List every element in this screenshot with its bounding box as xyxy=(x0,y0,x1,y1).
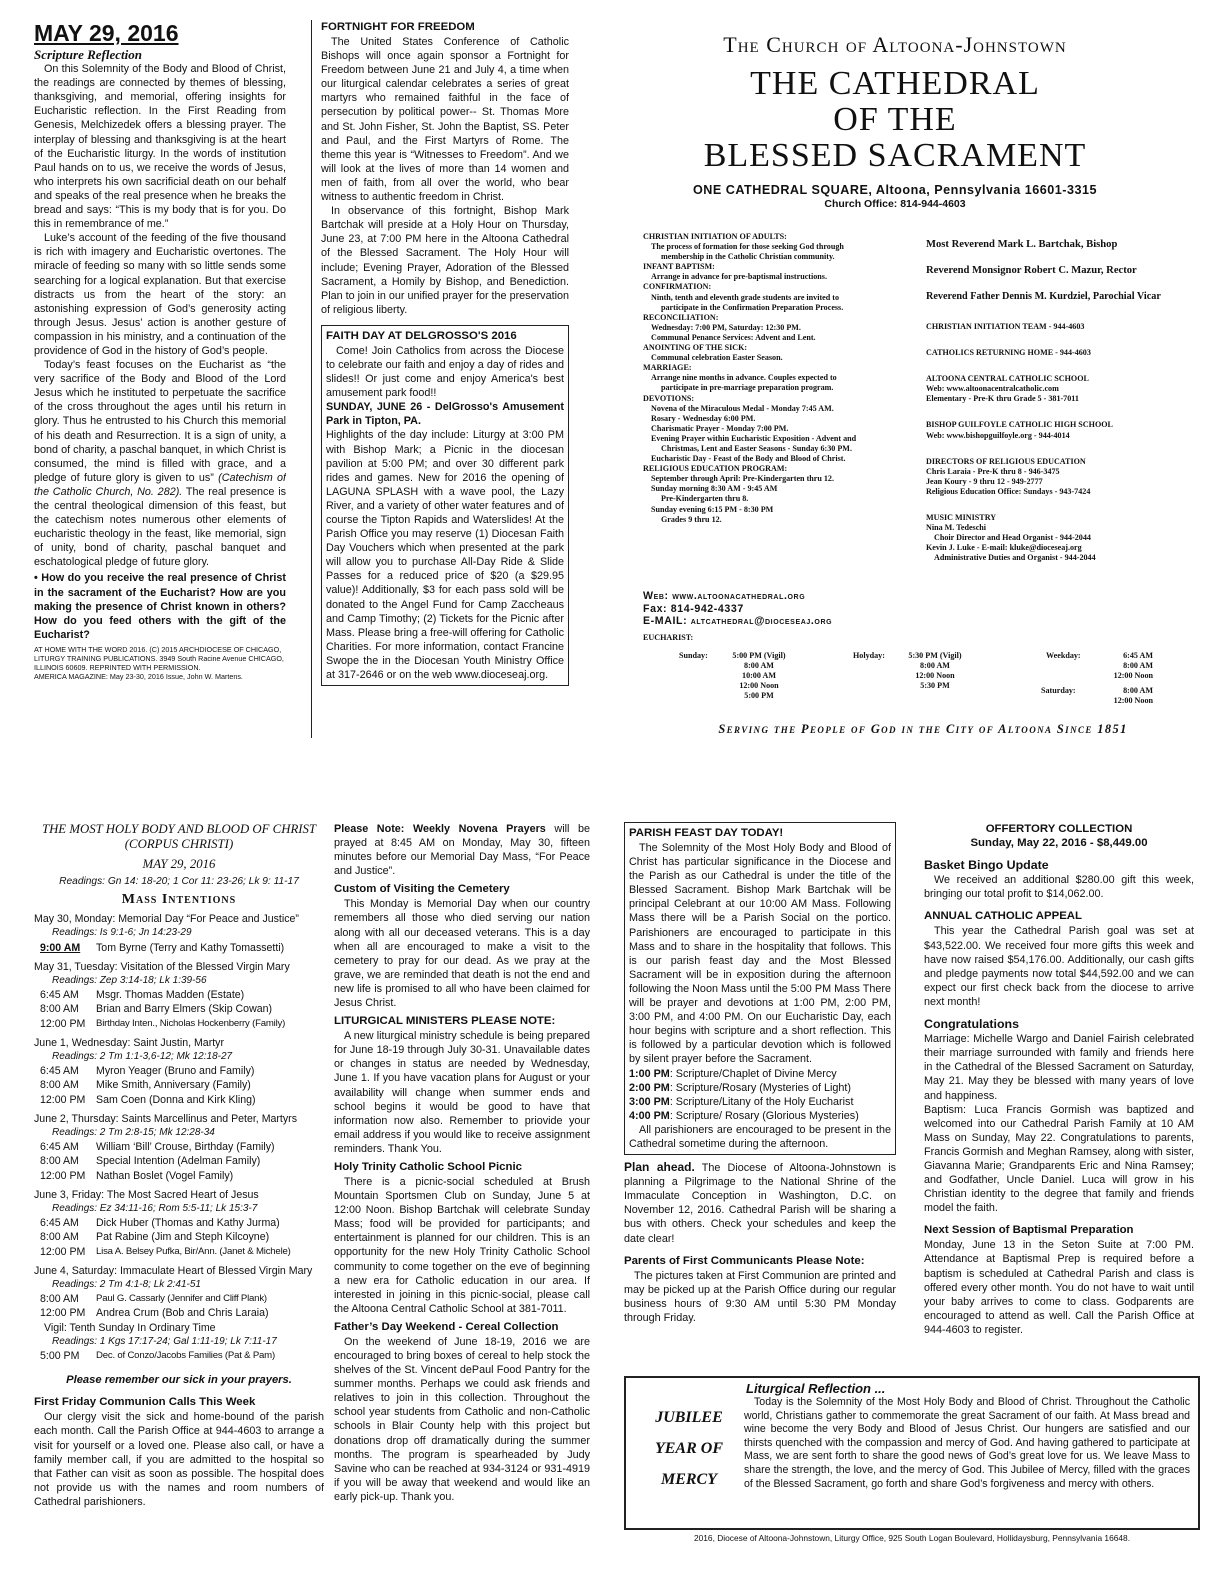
feast-hour-desc: : Scripture/Litany of the Holy Eucharist xyxy=(669,1095,854,1108)
directory-line: MUSIC MINISTRY xyxy=(926,513,997,523)
mass-time: 5:30 PM (Vigil) xyxy=(908,651,962,660)
mass-time: 12:00 Noon xyxy=(915,671,955,681)
intention-day-title: June 3, Friday: The Most Sacred Heart of Jesus xyxy=(34,1188,259,1201)
sacrament-heading: INFANT BAPTISM: xyxy=(643,262,715,272)
directory-line: Nina M. Tedeschi xyxy=(926,523,987,533)
sacrament-detail: Sunday morning 8:30 AM - 9:45 AM xyxy=(651,484,778,494)
intention-day-title: June 2, Thursday: Saints Marcellinus and Peter, Martyrs xyxy=(34,1112,298,1125)
jubilee-line-2: YEAR OF xyxy=(654,1440,723,1458)
saturday-times xyxy=(1093,686,1153,706)
reflection-para-3b: The real presence is the central theological dimension of this feast, but the catechism notes numerous other elements of eucharistic theology in the feast, like memorial, sign of unity, bond of charity, paschal banquet and eschatological pledge of future glory. xyxy=(34,485,286,569)
feast-hour-desc: : Scripture/Chaplet of Divine Mercy xyxy=(669,1067,837,1080)
sacrament-detail: participate in the Confirmation Preparation Process. xyxy=(661,302,844,312)
intention-row xyxy=(34,1154,324,1168)
baptism-para: Baptism: Luca Francis Gormish was baptized and welcomed into our Cathedral Parish Family at 10 AM Mass on Sunday, May 22. Congratulations to parents, Francis Gormish and Meghan Ramsey, along with sister, Giavanna Marie; Grandparents Eric and Nina Ramsey; and Godfather, Uncle Daniel. Luca will grow in his Christian identity to the degree that family and friends model the faith. xyxy=(924,1103,1194,1215)
intention-row xyxy=(34,1292,324,1306)
intention-time: 12:00 PM xyxy=(40,1245,86,1258)
cathedral-line-2: OF THE xyxy=(833,101,957,138)
feast-hours xyxy=(629,1067,891,1123)
sacrament-detail: Arrange in advance for pre-baptismal instructions. xyxy=(651,272,827,282)
first-friday-para: Our clergy visit the sick and home-bound of the parish each month. Call the Parish Office at 944-4603 to arrange a visit for yourself or a loved one. Please also call, or have a family member call, if you are admitted to the hospital so that Father can visit as soon as possible. The hospital does not provide us with the names and room numbers of Cathedral parishioners. xyxy=(34,1411,324,1508)
church-office-line: Church Office: 814-944-4603 xyxy=(824,198,966,210)
intention-time: 6:45 AM xyxy=(40,989,79,1002)
faith-day-bold: SUNDAY, JUNE 26 - DelGrosso's Amusement Park in Tipton, PA. xyxy=(326,401,564,428)
intention-readings: Readings: 2 Tm 2:8-15; Mk 12:28-34 xyxy=(52,1127,215,1139)
mass-time: 6:45 AM xyxy=(1123,651,1153,660)
plan-ahead xyxy=(624,1160,896,1246)
holy-trinity-para: There is a picnic-social scheduled at Brush Mountain Sportsmen Club on Sunday, June 5 at 12:00 Noon. Bishop Bartchak will celebrate Sunday Mass; food will be provided for participants; and entertainment is planned for our children. This is an opportunity for the new Holy Trinity Catholic School community to come together on the eve of beginning a new era for Catholic education in our area. If interested in joining in this picnic-social, please call the Altoona Central Catholic School at 381-7011. xyxy=(334,1175,590,1315)
jubilee-line-1: JUBILEE xyxy=(655,1409,723,1427)
holyday-times xyxy=(895,651,975,691)
reflection-para-1: On this Solemnity of the Body and Blood of Christ, the readings are connected by themes of blessing, thanksgiving, and memorial, offering insights for Eucharistic reflection. In the First Reading from Genesis, Melchizedek offers a blessing prayer. The interplay of blessing and thanksgiving is at the heart of the Eucharistic liturgy. In the words of institution Paul hands on to us, we receive the words of Jesus, who interprets his own sacrificial death on our behalf and speaks of the real presence when he breaks the bread and says: “This is my body that is for you. Do this in remembrance of me.” xyxy=(34,63,286,231)
faith-day-title: FAITH DAY AT DELGROSSO'S 2016 xyxy=(326,329,517,342)
rector-name: Reverend Monsignor Robert C. Mazur, Rector xyxy=(926,265,1137,276)
fortnight-para-2: In observance of this fortnight, Bishop Mark Bartchak will preside at a Holy Hour on Thursday, June 23, at 7:00 PM here in the Altoona Cathedral of the Blessed Sacrament. The Holy Hour will include; Evening Prayer, Adoration of the Blessed Sacrament, a Homily by Bishop, and Benediction. Plan to join in our unified prayer for the preservation of religious liberty. xyxy=(321,205,569,316)
feast-hour-time: 1:00 PM xyxy=(629,1067,670,1080)
catholic-appeal-para: This year the Cathedral Parish goal was set at $43,522.00. We received four more gifts this week and have now raised $54,176.00. Additionally, our cash gifts and pledge payments now total $44,592.00 and we can expect our first check back from the diocese to arrive next month! xyxy=(924,925,1194,1008)
intention-time: 9:00 AM xyxy=(40,941,81,954)
intention-readings: Readings: Zep 3:14-18; Lk 1:39-56 xyxy=(52,975,207,986)
feast-hour-desc: : Scripture/ Rosary (Glorious Mysteries) xyxy=(669,1109,859,1122)
sacrament-detail: Eucharistic Day - Feast of the Body and Blood of Christ. xyxy=(651,454,846,464)
intention-time: 12:00 PM xyxy=(40,1169,86,1182)
weekday-times xyxy=(1093,651,1153,681)
sacrament-detail: Ninth, tenth and eleventh grade students are invited to xyxy=(651,292,840,302)
directory-line: Administrative Duties and Organist - 944-2044 xyxy=(934,553,1096,563)
sacrament-detail: Arrange nine months in advance. Couples expected to xyxy=(651,373,837,383)
sacrament-detail: membership in the Catholic Christian community. xyxy=(661,252,835,262)
fortnight-column xyxy=(321,20,569,740)
reflection-question xyxy=(34,571,286,641)
mass-time: 12:00 Noon xyxy=(1113,696,1153,706)
sacrament-detail: Pre-Kindergarten thru 8. xyxy=(661,494,749,504)
mass-intentions-title: Mass Intentions xyxy=(121,892,237,908)
cemetery-title: Custom of Visiting the Cemetery xyxy=(334,883,510,896)
intention-name: Dick Huber (Thomas and Kathy Jurma) xyxy=(96,1217,280,1230)
mass-time: 5:00 PM (Vigil) xyxy=(732,651,786,660)
sacrament-detail: Grades 9 thru 12. xyxy=(661,514,722,524)
intention-name: Nathan Boslet (Vogel Family) xyxy=(96,1169,234,1182)
intention-day-title: June 4, Saturday: Immaculate Heart of Blessed Virgin Mary xyxy=(34,1264,313,1277)
holyday-label: Holyday: xyxy=(853,651,885,660)
question-text: How do you receive the real presence of Christ in the sacrament of the Eucharist? How are you making the presence of Christ known in others? How do you feed others with the gift of the Eucharist? xyxy=(34,572,286,641)
cemetery-para: This Monday is Memorial Day when our country remembers all those who died serving our nation along with all our deceased veterans. This is a day when all are encouraged to make a visit to the cemetery to pray for our dead. As we pray at the grave, we are reminded that death is not the end and new life is promised to all who have been claimed for Jesus Christ. xyxy=(334,898,590,1010)
intention-day xyxy=(34,912,324,955)
intention-time: 6:45 AM xyxy=(40,1141,79,1154)
parish-feast-para: The Solemnity of the Most Holy Body and Blood of Christ has particular significance in the Diocese and the Parish as our Cathedral is under the title of the Blessed Sacrament. Bishop Mark Bartchak will be principal Celebrant at our 10:00 AM Mass. Following Mass there will be a Parish Social on the portico. Parishioners are encouraged to participate in this Mass and to share in the hospitality that follows. This is our parish feast day and the Most Blessed Sacrament will be in exposition during the afternoon following the Noon Mass until the 5:00 PM Mass There will be prayer and devotions at 1:00 PM, 2:00 PM, 3:00 PM, and 4:00 PM. On our Eucharistic Day, each hour begins with scripture and a short reflection. This is followed by a particular devotion which is followed by silent prayer before the Sacrament. xyxy=(629,842,891,1066)
directory-line: Web: www.bishopguilfoyle.org - 944-4014 xyxy=(926,430,1070,440)
directory-line: ALTOONA CENTRAL CATHOLIC SCHOOL xyxy=(926,374,1089,384)
mass-intentions-column xyxy=(34,822,324,1562)
cathedral-line-1: THE CATHEDRAL xyxy=(750,65,1040,102)
fax-number: Fax: 814-942-4337 xyxy=(643,602,744,615)
intention-row xyxy=(34,1306,324,1320)
liturgical-reflection-box xyxy=(624,1376,1200,1530)
sunday-label: Sunday: xyxy=(679,651,708,660)
vigil-title: Vigil: Tenth Sunday In Ordinary Time xyxy=(44,1321,216,1334)
sacrament-detail: September through April: Pre-Kindergarten thru 12. xyxy=(651,474,834,484)
intention-row xyxy=(34,1078,324,1092)
intention-readings: Readings: Ez 34:11-16; Rom 5:5-11; Lk 15:3-7 xyxy=(52,1203,258,1215)
feast-hour-row xyxy=(629,1081,891,1095)
intention-name: Pat Rabine (Jim and Steph Kilcoyne) xyxy=(96,1231,270,1244)
intention-row xyxy=(34,1216,324,1230)
intention-time: 6:45 AM xyxy=(40,1065,79,1078)
sunday-times xyxy=(717,651,801,701)
novena-text: will be prayed at 8:45 AM on Monday, May 30, fifteen minutes before our Memorial Day Mass, “For Peace and Justice”. xyxy=(334,823,590,878)
bishop-name: Most Reverend Mark L. Bartchak, Bishop xyxy=(926,239,1118,250)
jubilee-logo xyxy=(634,1396,744,1495)
intention-name: Paul G. Cassarly (Jennifer and Cliff Plank) xyxy=(96,1293,267,1305)
intention-time: 8:00 AM xyxy=(40,1079,79,1092)
basket-bingo-para: We received an additional $280.00 gift this week, bringing our total profit to $14,062.00. xyxy=(924,874,1194,901)
feast-hour-time: 4:00 PM xyxy=(629,1109,670,1122)
catechism-citation: (Catechism of the Catholic Church, No. 282). xyxy=(34,471,286,498)
intention-name: Msgr. Thomas Madden (Estate) xyxy=(96,989,245,1002)
sacraments-list xyxy=(643,232,913,582)
feast-hour-row xyxy=(629,1095,891,1109)
fathers-day-para: On the weekend of June 18-19, 2016 we are encouraged to bring boxes of cereal to help stock the shelves of the St. Vincent dePaul Food Pantry for the summer months. Perhaps we could ask friends and relatives to join in this collection. Throughout the school year students from Catholic and non-Catholic schools in Blair County help with this project but donations drop off dramatically during the summer months. The program is spearheaded by Judy Savine who can be reached at 934-3124 or 931-4919 if you will be away that weekend and would like an early pick-up. Thank you. xyxy=(334,1335,590,1503)
novena-notice xyxy=(334,822,590,878)
eucharist-label: EUCHARIST: xyxy=(643,633,694,642)
intention-day-title: June 1, Wednesday: Saint Justin, Martyr xyxy=(34,1036,224,1049)
intention-row xyxy=(34,1093,324,1107)
sacrament-detail: Communal celebration Easter Season. xyxy=(651,353,783,363)
feast-hour-time: 2:00 PM xyxy=(629,1081,670,1094)
liturgical-ministers-para: A new liturgical ministry schedule is being prepared for June 18-19 through July 30-31. Unavailable dates or changes in status are needed by Wednesday, June 1. If you have vacation plans for August or your availability will change when summer ends and school begins it would be good to have that information now also. Remember to priovide your email address if you would like to receive assignment reminders. Thank You. xyxy=(334,1030,590,1155)
masthead xyxy=(590,32,1200,212)
address-line: ONE CATHEDRAL SQUARE, Altoona, Pennsylvania 16601-3315 xyxy=(693,183,1097,197)
catholic-appeal-title: ANNUAL CATHOLIC APPEAL xyxy=(924,910,1082,923)
directory-line: Jean Koury - 9 thru 12 - 949-2777 xyxy=(926,476,1043,486)
basket-bingo-title: Basket Bingo Update xyxy=(924,858,1049,873)
liturgical-body xyxy=(634,1396,1190,1495)
faith-day-box xyxy=(321,325,569,686)
reflection-para-2: Luke’s account of the feeding of the five thousand is rich with imagery and Eucharistic overtones. The miracle of feeding so many with so little sends some searching for a logical explanation. But that exercise distracts us from the heart of the story: an astonishing expression of God’s generosity acting through Jesus. Jesus’ action is another gesture of compassion in his ministry, and a continuation of the providence of God in the history of God’s people. xyxy=(34,232,286,357)
faith-day-para-2: Highlights of the day include: Liturgy at 3:00 PM with Bishop Mark; a Picnic in the diocesan pavilion at 5:00 PM; and over 30 different park rides and games. New for 2016 the opening of LAGUNA SPLASH with a wave pool, the Lazy River, and a variety of other water features and of course the Tipton Rapids and Waterslides! At the Parish Office you may reserve (1) Diocesan Faith Day Vouchers which when presented at the park will allow you to purchase All-Day Ride & Slide Passes for a reduced price of $20 (a $29.95 value)! Additionally, $3 for each pass sold will be donated to the Angel Fund for Camp Zaccheaus and Camp Timothy; (2) Tickets for the Picnic after Mass. Please bring a free-will offering for Catholic Charities. For more information, contact Francine Swope the in the Diocesan Youth Ministry Office at 317-2646 or on the web www.dioceseaj.org. xyxy=(326,429,564,682)
reflection-para-3 xyxy=(34,358,286,569)
intention-name: Birthday Inten., Nicholas Hockenberry (Family) xyxy=(96,1017,286,1029)
intention-day xyxy=(34,1188,324,1259)
holy-trinity-title: Holy Trinity Catholic School Picnic xyxy=(334,1160,522,1173)
vicar-name: Reverend Father Dennis M. Kurdziel, Parochial Vicar xyxy=(926,291,1161,302)
sacrament-heading: CONFIRMATION: xyxy=(643,282,712,292)
intention-row xyxy=(34,1017,324,1031)
jubilee-line-3: MERCY xyxy=(660,1471,717,1489)
congratulations-title: Congratulations xyxy=(924,1017,1019,1032)
intentions-list xyxy=(34,912,324,1363)
liturgical-reflection-text: Today is the Solemnity of the Most Holy Body and Blood of Christ. Throughout the Catholic world, Christians gather to commemorate the great Sacrament of our faith. At Mass bread and wine become the very Body and Blood of Jesus Christ. Our hungers are satisfied and our thirsts quenched with the compassion and mercy of God. And having gathered to participate at Mass, we are sent forth to share the good news of God’s great love for us. We leave Mass to share the strength, the love, and the mercy of God. This Jubilee of Mercy, filled with the graces of the Blessed Sacrament, go forth and share God’s forgiveness and mercy with others. xyxy=(744,1396,1190,1490)
column-divider xyxy=(311,20,312,738)
bullet-icon: • xyxy=(34,572,42,585)
sacrament-detail: Charismatic Prayer - Monday 7:00 PM. xyxy=(651,423,789,433)
liturgy-office-credit: 2016, Diocese of Altoona-Johnstown, Liturgy Office, 925 South Logan Boulevard, Hollidaysburg, Pennsylvania 16648. xyxy=(693,1534,1131,1543)
mass-time: 8:00 AM xyxy=(1123,661,1153,671)
bulletin-date: MAY 29, 2016 xyxy=(34,20,179,46)
sacrament-detail: participate in pre-marriage preparation program. xyxy=(661,383,834,393)
intention-time: 8:00 AM xyxy=(40,1293,79,1306)
intention-name: Sam Coen (Donna and Kirk Kling) xyxy=(96,1093,256,1106)
scripture-column xyxy=(34,20,286,740)
intention-name: Special Intention (Adelman Family) xyxy=(96,1155,261,1168)
directory-list xyxy=(926,322,1196,634)
intention-time: 8:00 AM xyxy=(40,1003,79,1016)
feast-subtitle: (CORPUS CHRISTI) xyxy=(124,837,234,851)
reflection-para-3a: Today’s feast focuses on the Eucharist as “the very sacrifice of the Body and Blood of the Lord Jesus which he instituted to perpetuate the sacrifice of the cross throughout the ages until his return in glory. Thus he entrusted to his Church this memorial of his death and Resurrection. It is a sign of unity, a bond of charity, a paschal banquet, in which Christ is consumed, the mind is filled with grace, and a pledge of future glory is given to us” xyxy=(34,359,286,484)
intention-row xyxy=(34,1230,324,1244)
directory-line: BISHOP GUILFOYLE CATHOLIC HIGH SCHOOL xyxy=(926,420,1113,430)
notices-column xyxy=(334,822,590,1562)
offertory-column xyxy=(924,822,1194,1362)
sacrament-detail: Christmas, Lent and Easter Seasons - Sunday 6:30 PM. xyxy=(661,443,852,453)
intention-name: Myron Yeager (Bruno and Family) xyxy=(96,1065,255,1078)
sacrament-detail: Rosary - Wednesday 6:00 PM. xyxy=(651,413,756,423)
feast-hour-time: 3:00 PM xyxy=(629,1095,670,1108)
intention-name: Andrea Crum (Bob and Chris Laraia) xyxy=(96,1307,269,1320)
mass-time: 10:00 AM xyxy=(742,671,776,681)
mass-time: 5:00 PM xyxy=(744,691,774,701)
intention-time: 12:00 PM xyxy=(40,1017,86,1030)
cathedral-line-3: BLESSED SACRAMENT xyxy=(703,137,1087,174)
feast-hour-row xyxy=(629,1067,891,1081)
intention-name: Lisa A. Belsey Pufka, Bir/Ann. (Janet & Michele) xyxy=(96,1245,291,1257)
intention-readings: Readings: Is 9:1-6; Jn 14:23-29 xyxy=(52,927,192,939)
eucharist-schedule xyxy=(643,633,1203,711)
feast-column xyxy=(624,822,896,1362)
serving-tagline: Serving the People of God in the City of Altoona Since 1851 xyxy=(718,722,1128,736)
email-link[interactable]: E-MAIL: altcathedral@dioceseaj.org xyxy=(643,615,833,628)
parish-feast-end: All parishioners are encouraged to be present in the Cathedral sometime during the afternoon. xyxy=(629,1123,891,1150)
sacrament-detail: Wednesday: 7:00 PM, Saturday: 12:30 PM. xyxy=(651,322,801,332)
sacrament-heading: RELIGIOUS EDUCATION PROGRAM: xyxy=(643,464,788,474)
feast-hour-desc: : Scripture/Rosary (Mysteries of Light) xyxy=(669,1081,852,1094)
mass-time: 8:00 AM xyxy=(920,661,950,671)
mass-time: 8:00 AM xyxy=(1123,686,1153,695)
directory-line: Religious Education Office: Sundays - 943-7424 xyxy=(926,486,1091,496)
intention-row xyxy=(34,1140,324,1154)
sick-prayers: Please remember our sick in your prayers. xyxy=(66,1374,292,1387)
contact-block xyxy=(643,590,913,630)
intention-row xyxy=(34,941,324,955)
intention-time: 12:00 PM xyxy=(40,1307,86,1320)
sacrament-heading: CHRISTIAN INITIATION OF ADULTS: xyxy=(643,232,787,241)
weekday-label: Weekday: xyxy=(1046,651,1081,660)
feast-date: MAY 29, 2016 xyxy=(142,857,216,871)
church-name: The Church of Altoona-Johnstown xyxy=(723,32,1067,57)
intention-time: 6:45 AM xyxy=(40,1217,79,1230)
saturday-label: Saturday: xyxy=(1041,686,1076,695)
intention-day xyxy=(34,1264,324,1363)
clergy-list xyxy=(926,232,1186,312)
vigil-readings: Readings: 1 Kgs 17:17-24; Gal 1:11-19; Lk 7:11-17 xyxy=(52,1335,277,1347)
sacrament-detail: The process of formation for those seeking God through xyxy=(651,242,844,252)
intention-readings: Readings: 2 Tm 4:1-8; Lk 2:41-51 xyxy=(52,1279,201,1291)
intention-readings: Readings: 2 Tm 1:1-3,6-12; Mk 12:18-27 xyxy=(52,1051,233,1063)
baptismal-prep-para: Monday, June 13 in the Seton Suite at 7:00 PM. Attendance at Baptismal Prep is required before a baptism is scheduled at Cathedral Parish and class is offered every other month. You do not have to wait until your baby arrives to come to class. Godparents are encouraged to attend as well. Call the Parish Office at 944-4603 to register. xyxy=(924,1239,1194,1336)
parish-feast-title: PARISH FEAST DAY TODAY! xyxy=(629,827,784,839)
marriage-para: Marriage: Michelle Wargo and Daniel Fairish celebrated their marriage surrounded with family and friends here in the Cathedral of the Blessed Sacrament on Saturday, May 21. May they be blessed with many years of love and happiness. xyxy=(924,1033,1194,1102)
directory-line: Web: www.altoonacentralcatholic.com xyxy=(926,384,1059,394)
intention-name: Dec. of Conzo/Jacobs Families (Pat & Pam) xyxy=(96,1350,275,1362)
directory-line: Kevin J. Luke - E-mail: kluke@dioceseaj.org xyxy=(926,543,1082,553)
intention-time: 5:00 PM xyxy=(40,1350,80,1363)
mass-time: 5:30 PM xyxy=(920,681,950,691)
liturgical-reflection-title: Liturgical Reflection ... xyxy=(746,1381,886,1396)
feast-hour-row xyxy=(629,1109,891,1123)
sacrament-heading: MARRIAGE: xyxy=(643,363,692,373)
offertory-title: OFFERTORY COLLECTION xyxy=(985,823,1133,835)
first-communicants-para: The pictures taken at First Communion are printed and may be picked up at the Parish Office during our regular business hours of 9:30 AM until 5:30 PM Monday through Friday. xyxy=(624,1269,896,1324)
intention-row xyxy=(34,1002,324,1016)
first-communicants-title: Parents of First Communicants Please Note: xyxy=(624,1254,865,1267)
parish-feast-box xyxy=(624,822,896,1155)
baptismal-prep-title: Next Session of Baptismal Preparation xyxy=(924,1224,1134,1237)
fortnight-title: FORTNIGHT FOR FREEDOM xyxy=(321,21,475,33)
sacrament-heading: RECONCILIATION: xyxy=(643,312,719,322)
feast-readings: Readings: Gn 14: 18-20; 1 Cor 11: 23-26; Lk 9: 11-17 xyxy=(59,876,299,887)
sacrament-heading: ANOINTING OF THE SICK: xyxy=(643,343,748,353)
mass-time: 8:00 AM xyxy=(744,661,774,671)
intention-row xyxy=(34,1064,324,1078)
directory-line: Chris Laraia - Pre-K thru 8 - 946-3475 xyxy=(926,466,1060,476)
sacrament-heading: DEVOTIONS: xyxy=(643,393,695,403)
intention-row xyxy=(34,1169,324,1183)
sacrament-detail: Communal Penance Services: Advent and Lent. xyxy=(651,332,816,342)
intention-day xyxy=(34,960,324,1031)
plan-ahead-text: The Diocese of Altoona-Johnstown is planning a Pilgrimage to the National Shrine of the Immaculate Conception in Washington, D.C. on November 12, 2016. Cathedral Parish will be sharing a bus with others. Check your schedules and keep the date clear! xyxy=(624,1162,896,1245)
credit-line-1: AT HOME WITH THE WORD 2016. (C) 2015 ARCHDIOCESE OF CHICAGO, LITURGY TRAINING PUBLICATIONS. 3949 South Racine Avenue CHICAGO, ILLINOIS 60609. REPRINTED WITH PERMISSION. xyxy=(34,644,284,672)
mass-time: 12:00 Noon xyxy=(1113,671,1153,681)
mass-time: 12:00 Noon xyxy=(739,681,779,691)
first-friday-title: First Friday Communion Calls This Week xyxy=(34,1396,256,1409)
scripture-reflection-title: Scripture Reflection xyxy=(34,47,142,62)
fathers-day-title: Father’s Day Weekend - Cereal Collection xyxy=(334,1320,559,1333)
intention-time: 12:00 PM xyxy=(40,1093,86,1106)
plan-ahead-title: Plan ahead. xyxy=(624,1160,695,1175)
web-link[interactable]: Web: www.altoonacathedral.org xyxy=(643,590,806,602)
intention-row xyxy=(34,1245,324,1259)
intention-row xyxy=(34,988,324,1002)
intention-day xyxy=(34,1036,324,1107)
intention-time: 8:00 AM xyxy=(40,1231,79,1244)
feast-title: THE MOST HOLY BODY AND BLOOD OF CHRIST xyxy=(41,822,317,836)
directory-line: CHRISTIAN INITIATION TEAM - 944-4603 xyxy=(926,322,1085,331)
offertory-amount: Sunday, May 22, 2016 - $8,449.00 xyxy=(970,837,1148,850)
faith-day-para-1: Come! Join Catholics from across the Diocese to celebrate our faith and enjoy a day of rides and slides!! Or just come and enjoy America's best amusement park food!! xyxy=(326,344,564,400)
directory-line: CATHOLICS RETURNING HOME - 944-4603 xyxy=(926,348,1091,358)
intention-name: Mike Smith, Anniversary (Family) xyxy=(96,1079,251,1092)
intention-name: William ‘Bill’ Crouse, Birthday (Family) xyxy=(96,1141,275,1154)
sacrament-detail: Sunday evening 6:15 PM - 8:30 PM xyxy=(651,504,774,514)
directory-line: Choir Director and Head Organist - 944-2044 xyxy=(934,533,1091,543)
liturgical-ministers-title: LITURGICAL MINISTERS PLEASE NOTE: xyxy=(334,1015,556,1028)
intention-day xyxy=(34,1112,324,1183)
intention-name: Tom Byrne (Terry and Kathy Tomassetti) xyxy=(96,941,285,954)
fortnight-para-1: The United States Conference of Catholic Bishops will once again sponsor a Fortnight for Freedom between June 21 and July 4, a time when our liturgical calendar celebrates a series of great martyrs who remained faithful in the face of persecution by political power-- St. Thomas More and St. John Fisher, St. John the Baptist, SS. Peter and Paul, and the First Martyrs of Rome. The theme this year is “Witnesses to Freedom”. And we will look at the lives of more than 14 women and men of faith, from all over the world, who bear witness to authentic freedom in Christ. xyxy=(321,36,569,204)
intention-row xyxy=(34,1349,324,1363)
intention-day-title: May 31, Tuesday: Visitation of the Blessed Virgin Mary xyxy=(34,960,290,973)
credit-line-2: AMERICA MAGAZINE: May 23-30, 2016 Issue, John W. Martens. xyxy=(34,671,243,681)
sacrament-detail: Evening Prayer within Eucharistic Exposition - Advent and xyxy=(651,433,857,443)
directory-line: Elementary - Pre-K thru Grade 5 - 381-7011 xyxy=(926,394,1079,404)
intention-name: Brian and Barry Elmers (Skip Cowan) xyxy=(96,1003,273,1016)
intention-day-title: May 30, Monday: Memorial Day “For Peace and Justice” xyxy=(34,913,299,926)
intention-time: 8:00 AM xyxy=(40,1155,79,1168)
sacrament-detail: Novena of the Miraculous Medal - Monday 7:45 AM. xyxy=(651,403,834,413)
novena-title: Please Note: Weekly Novena Prayers xyxy=(334,823,546,835)
directory-line: DIRECTORS OF RELIGIOUS EDUCATION xyxy=(926,456,1086,466)
